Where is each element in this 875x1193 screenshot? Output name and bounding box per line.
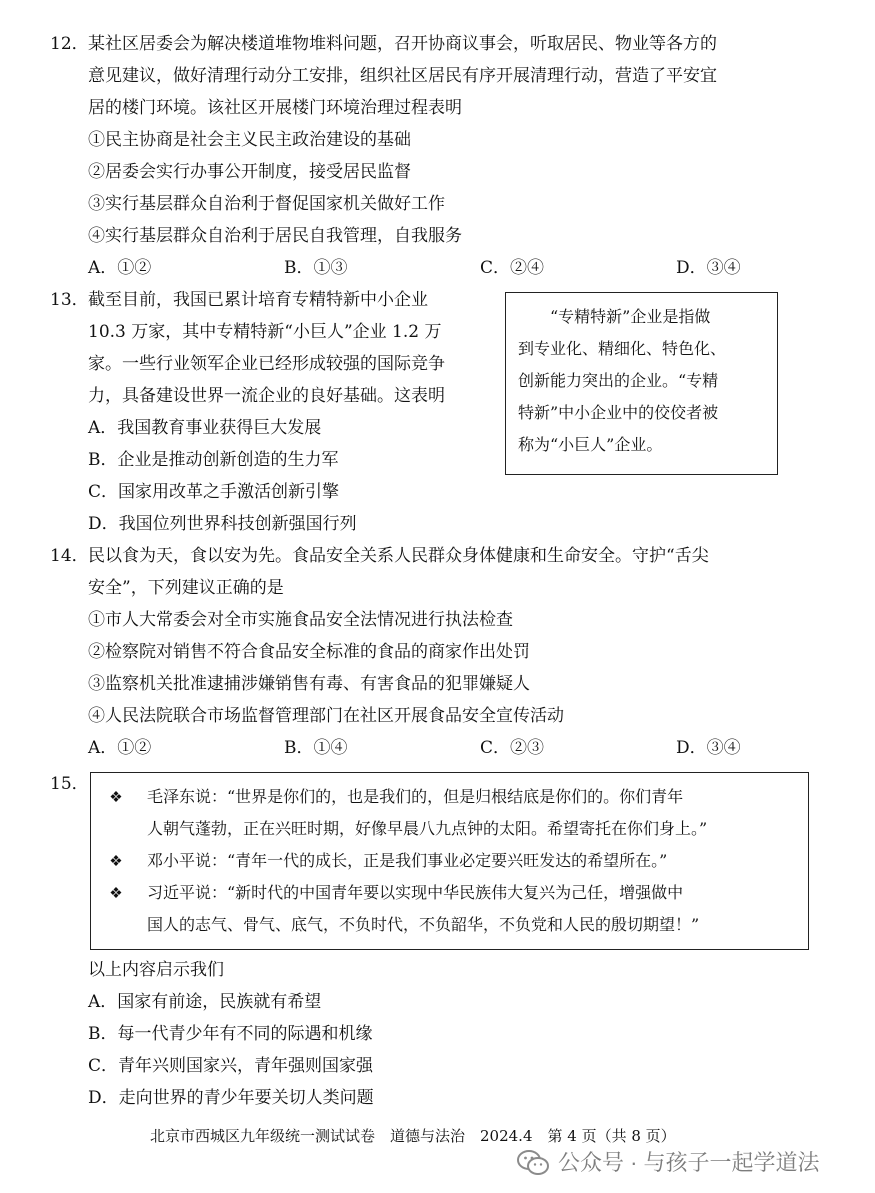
question-body (88, 954, 810, 1114)
choice-c: C．②③ (480, 738, 545, 758)
stem-line: 家。一些行业领军企业已经形成较强的国际竞争 (88, 354, 445, 374)
note-line: 创新能力突出的企业。“专精 (518, 371, 719, 390)
quote-line: 国人的志气、骨气、底气，不负时代，不负韶华，不负党和人民的殷切期望！” (147, 915, 700, 934)
quote-item (105, 877, 794, 941)
choice-c: C．国家用改革之手激活创新引擎 (88, 482, 340, 502)
diamond-bullet-icon: ❖ (109, 852, 123, 870)
stem-line: 安全”，下列建议正确的是 (88, 578, 284, 598)
statement: ②居委会实行办事公开制度，接受居民监督 (88, 162, 411, 182)
question-12 (50, 28, 810, 284)
quote-item (105, 781, 794, 845)
question-14 (50, 540, 810, 764)
definition-note-box (505, 292, 778, 475)
choice-b: B．企业是推动创新创造的生力军 (88, 450, 339, 470)
note-line: 到专业化、精细化、特色化、 (518, 339, 727, 358)
choice-a: A．我国教育事业获得巨大发展 (88, 418, 322, 438)
stem-line: 截至目前，我国已累计培育专精特新中小企业 (88, 290, 428, 310)
question-body (88, 284, 500, 540)
quote-line: 人朝气蓬勃，正在兴旺时期，好像早晨八九点钟的太阳。希望寄托在你们身上。” (147, 819, 708, 838)
wechat-icon (516, 1149, 550, 1177)
statement: ②检察院对销售不符合食品安全标准的食品的商家作出处罚 (88, 642, 530, 662)
choice-row (88, 732, 810, 764)
question-number: 14． (50, 546, 89, 566)
note-line: “专精特新”企业是指做 (518, 307, 711, 326)
choice-d: D．③④ (676, 258, 741, 278)
watermark-text: 公众号 · 与孩子一起学道法 (558, 1150, 820, 1175)
quote-item (105, 845, 794, 877)
quote-line: 毛泽东说：“世界是你们的，也是我们的，但是归根结底是你们的。你们青年 (147, 787, 684, 806)
question-15-choices (50, 954, 810, 1114)
page-footer: 北京市西城区九年级统一测试试卷 道德与法治 2024.4 第 4 页（共 8 页） (150, 1127, 676, 1145)
question-body (88, 540, 810, 764)
stem-line: 意见建议，做好清理行动分工安排，组织社区居民有序开展清理行动，营造了平安宜 (88, 66, 717, 86)
choice-b: B．每一代青少年有不同的际遇和机缘 (88, 1024, 373, 1044)
quote-line: 邓小平说：“青年一代的成长，正是我们事业必定要兴旺发达的希望所在。” (147, 851, 668, 870)
choice-d: D．走向世界的青少年要关切人类问题 (88, 1088, 374, 1108)
choice-d: D．③④ (676, 738, 741, 758)
choice-c: C．青年兴则国家兴，青年强则国家强 (88, 1056, 374, 1076)
statement: ④人民法院联合市场监督管理部门在社区开展食品安全宣传活动 (88, 706, 564, 726)
choice-b: B．①③ (284, 258, 348, 278)
statement: ①民主协商是社会主义民主政治建设的基础 (88, 130, 411, 150)
note-line: 特新”中小企业中的佼佼者被 (518, 403, 719, 422)
choice-a: A．①② (88, 258, 152, 278)
quotes-box (90, 772, 809, 950)
question-number: 13． (50, 290, 89, 310)
diamond-bullet-icon: ❖ (109, 884, 123, 902)
diamond-bullet-icon: ❖ (109, 788, 123, 806)
question-body (88, 28, 810, 284)
stem-line: 某社区居委会为解决楼道堆物堆料问题，召开协商议事会，听取居民、物业等各方的 (88, 34, 717, 54)
stem-line: 居的楼门环境。该社区开展楼门环境治理过程表明 (88, 98, 462, 118)
statement: ④实行基层群众自治利于居民自我管理，自我服务 (88, 226, 462, 246)
stem-line: 力，具备建设世界一流企业的良好基础。这表明 (88, 386, 445, 406)
stem-line: 民以食为天，食以安为先。食品安全关系人民群众身体健康和生命安全。守护“舌尖 (88, 546, 709, 566)
choice-a: A．①② (88, 738, 152, 758)
question-number: 15． (50, 774, 89, 794)
question-prompt: 以上内容启示我们 (88, 960, 224, 980)
statement: ①市人大常委会对全市实施食品安全法情况进行执法检查 (88, 610, 513, 630)
choice-c: C．②④ (480, 258, 545, 278)
statement: ③实行基层群众自治利于督促国家机关做好工作 (88, 194, 445, 214)
watermark (516, 1145, 820, 1181)
stem-line: 10.3 万家，其中专精特新“小巨人”企业 1.2 万 (88, 322, 442, 342)
quote-line: 习近平说：“新时代的中国青年要以实现中华民族伟大复兴为己任，增强做中 (147, 883, 684, 902)
choice-d: D．我国位列世界科技创新强国行列 (88, 514, 357, 534)
note-line: 称为“小巨人”企业。 (518, 435, 663, 454)
choice-b: B．①④ (284, 738, 348, 758)
statement: ③监察机关批准逮捕涉嫌销售有毒、有害食品的犯罪嫌疑人 (88, 674, 530, 694)
choice-a: A．国家有前途，民族就有希望 (88, 992, 322, 1012)
choice-row (88, 252, 810, 284)
question-13 (50, 284, 500, 540)
question-number: 12． (50, 34, 89, 54)
